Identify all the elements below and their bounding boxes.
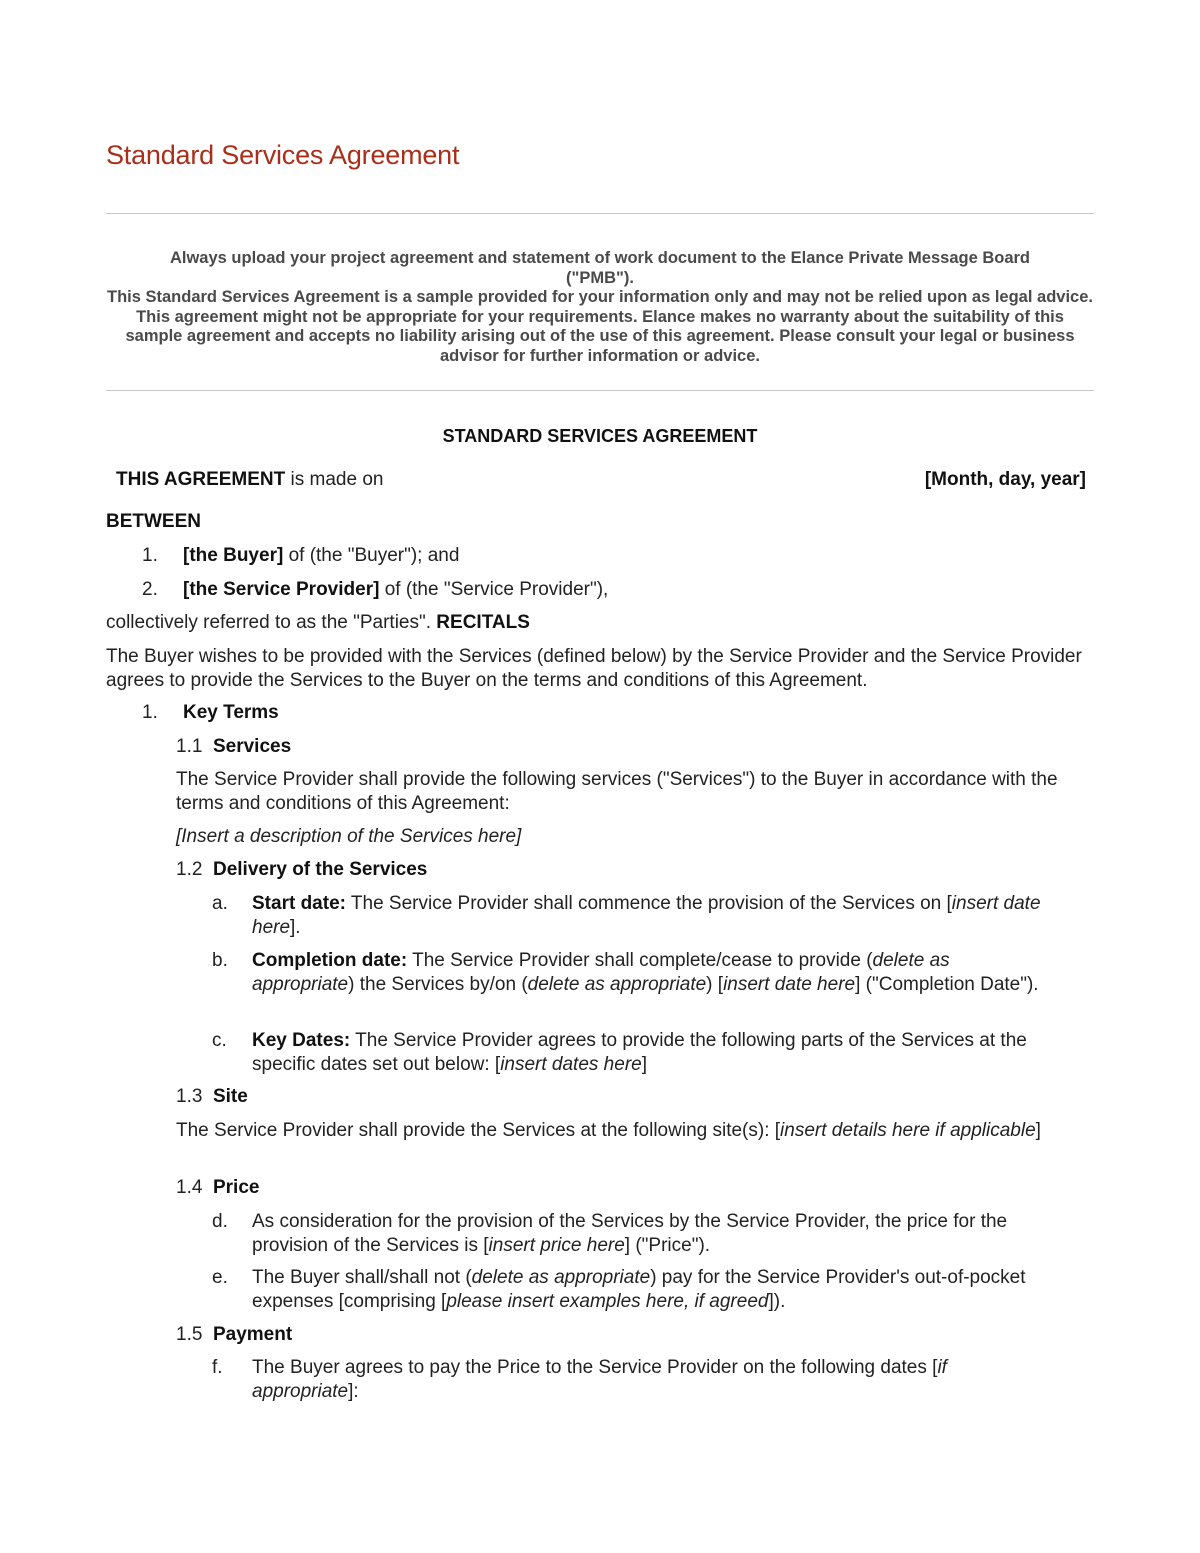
item-text: ]).: [768, 1291, 786, 1312]
collectively-line: [106, 611, 530, 635]
item-placeholder: insert date here: [252, 893, 1041, 938]
item-letter: a.: [212, 893, 228, 914]
item-text: The Service Provider shall commence the provision of the Services on [: [345, 893, 952, 914]
subsection-title: Services: [212, 736, 292, 757]
item-placeholder: insert dates here: [500, 1054, 642, 1075]
top-divider: [106, 213, 1094, 214]
item-text: The Service Provider agrees to provide the following parts of the Services at the specific dates set out below: [: [252, 1030, 1027, 1075]
subsection-services: [176, 735, 291, 759]
item-text: ) pay for the Service Provider's out-of-pocket expenses [comprising [: [252, 1267, 1026, 1312]
completion-date-item: [252, 949, 1052, 997]
subsection-number: 1.4: [176, 1177, 203, 1198]
made-on-line: [116, 468, 1094, 492]
collectively-text: collectively referred to as the "Parties".: [106, 612, 437, 633]
item-letter: c.: [212, 1030, 227, 1051]
item-letter: b.: [212, 950, 228, 971]
subsection-site: [176, 1085, 248, 1109]
payment-item: [252, 1356, 1052, 1404]
made-on-text: is made on: [285, 469, 384, 490]
item-text: ] ("Completion Date").: [855, 974, 1039, 995]
section-number: 1.: [142, 702, 158, 723]
bottom-divider: [106, 390, 1094, 391]
item-placeholder: delete as appropriate: [252, 950, 950, 995]
subsection-number: 1.5: [176, 1324, 203, 1345]
item-letter: e.: [212, 1267, 228, 1288]
agreement-date-placeholder: [Month, day, year]: [924, 469, 1086, 490]
expenses-item: [252, 1266, 1094, 1314]
item-text: The Service Provider shall complete/cease to provide (: [407, 950, 873, 971]
party-text: of (the "Service Provider"),: [379, 579, 609, 600]
document-title: Standard Services Agreement: [106, 140, 460, 170]
party-number: 1.: [142, 545, 158, 566]
subsection-payment: [176, 1323, 292, 1347]
item-text: ]:: [348, 1381, 359, 1402]
subsection-number: 1.2: [176, 859, 203, 880]
item-text: As consideration for the provision of the Services by the Service Provider, the price for the provision of the Services is [: [252, 1211, 1008, 1256]
item-placeholder: insert price here: [488, 1235, 625, 1256]
notice-disclaimer: This Standard Services Agreement is a sample provided for your information only and may not be relied upon as legal advice. This agreement might not be appropriate for your requirements. Elance makes no warranty about the suitability of this sample agreement and accepts no liability arising out of the use of this agreement. Please consult your legal or business advisor for further information or advice.: [107, 288, 1093, 365]
item-text: The Buyer shall/shall not (: [252, 1267, 472, 1288]
item-placeholder: insert date here: [723, 974, 856, 995]
subsection-title: Site: [212, 1086, 248, 1107]
site-placeholder: insert details here if applicable: [780, 1120, 1036, 1141]
party-text: of (the "Buyer"); and: [283, 545, 460, 566]
services-placeholder: [Insert a description of the Services here]: [176, 826, 522, 847]
start-date-item: [252, 892, 1082, 940]
subsection-title: Delivery of the Services: [212, 859, 428, 880]
between-label: BETWEEN: [106, 511, 201, 532]
key-dates-item: [252, 1029, 1094, 1077]
agreement-heading: STANDARD SERVICES AGREEMENT: [442, 426, 758, 446]
site-text: ]: [1035, 1120, 1041, 1141]
item-text: ) [: [706, 974, 724, 995]
recital-paragraph: The Buyer wishes to be provided with the Services (defined below) by the Service Provider and the Service Provider agrees to provide the Services to the Buyer on the terms and conditions of this Agreement.: [106, 646, 1082, 691]
subsection-delivery: [176, 858, 427, 882]
item-placeholder: delete as appropriate: [527, 974, 707, 995]
notice-box: [106, 249, 1094, 366]
subsection-price: [176, 1176, 259, 1200]
subsection-number: 1.3: [176, 1086, 203, 1107]
notice-upload: Always upload your project agreement and statement of work document to the Elance Private Message Board ("PMB").: [169, 249, 1031, 287]
party-name: [the Buyer]: [183, 545, 284, 566]
recitals-heading: RECITALS: [436, 612, 530, 633]
item-label: Completion date:: [252, 950, 408, 971]
item-letter: d.: [212, 1211, 228, 1232]
made-on-bold: THIS AGREEMENT: [116, 469, 286, 490]
subsection-number: 1.1: [176, 736, 203, 757]
section-title: Key Terms: [183, 702, 279, 723]
services-body: The Service Provider shall provide the following services ("Services") to the Buyer in accordance with the terms and conditions of this Agreement:: [176, 769, 1058, 814]
item-placeholder: please insert examples here, if agreed: [446, 1291, 769, 1312]
party-name: [the Service Provider]: [183, 579, 380, 600]
item-text: The Buyer agrees to pay the Price to the Service Provider on the following dates [: [252, 1357, 938, 1378]
item-text: ) the Services by/on (: [348, 974, 528, 995]
item-text: ] ("Price").: [624, 1235, 711, 1256]
item-letter: f.: [212, 1357, 223, 1378]
item-placeholder: if appropriate: [252, 1357, 947, 1402]
price-item: [252, 1210, 1082, 1258]
subsection-title: Price: [212, 1177, 260, 1198]
subsection-title: Payment: [212, 1324, 293, 1345]
item-text: ].: [290, 917, 301, 938]
site-text: The Service Provider shall provide the Services at the following site(s): [: [176, 1120, 781, 1141]
item-label: Start date:: [252, 893, 346, 914]
party-number: 2.: [142, 579, 158, 600]
item-label: Key Dates:: [252, 1030, 351, 1051]
site-body: [176, 1119, 1056, 1143]
item-placeholder: delete as appropriate: [471, 1267, 651, 1288]
item-text: ]: [641, 1054, 647, 1075]
